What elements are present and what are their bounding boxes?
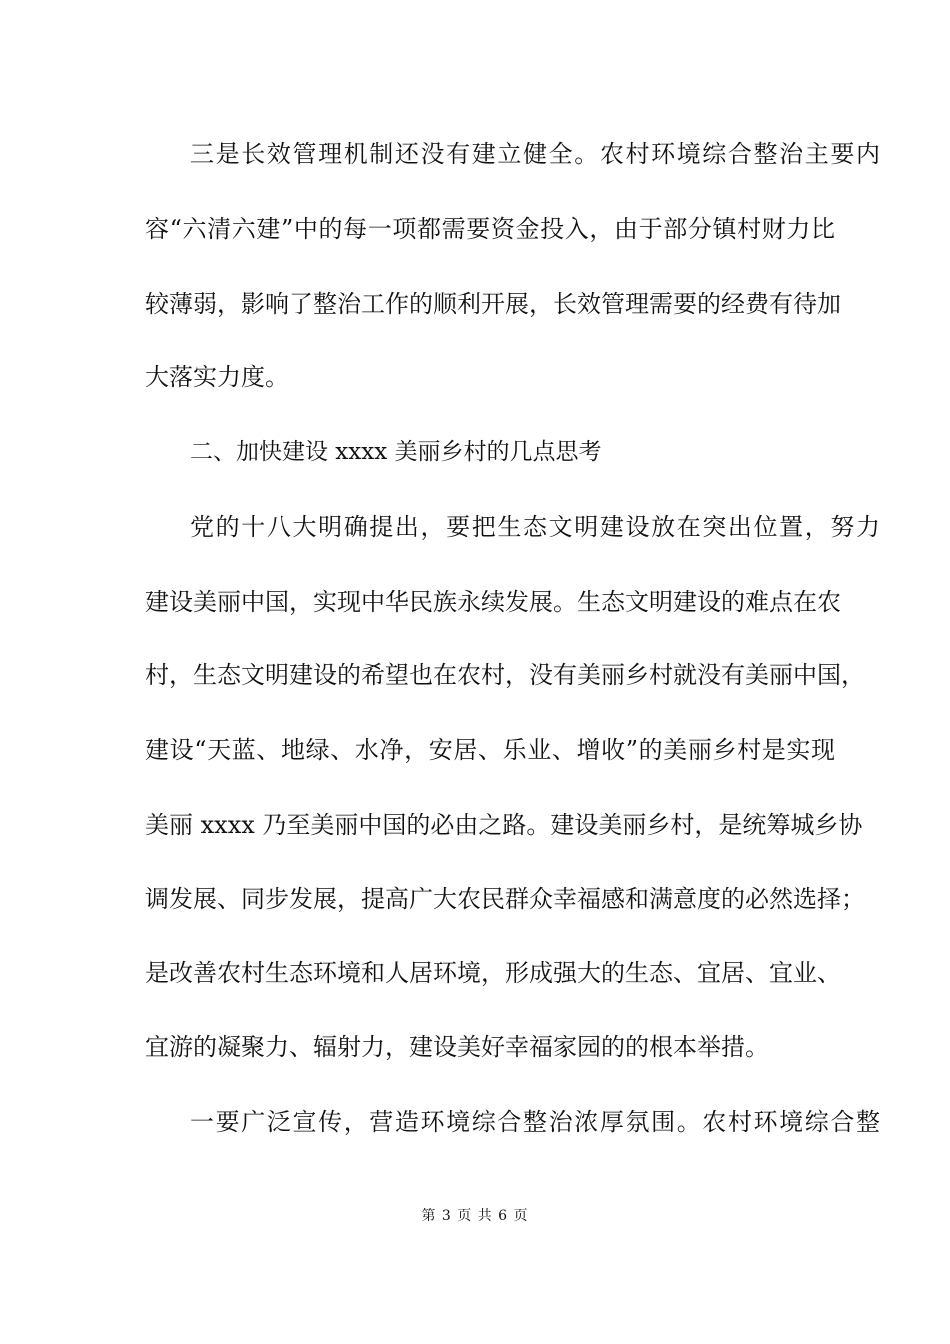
- paragraph-line: 美丽 xxxx 乃至美丽中国的必由之路。建设美丽乡村，是统筹城乡协: [145, 811, 863, 839]
- section-heading: 二、加快建设 xxxx 美丽乡村的几点思考: [190, 439, 602, 465]
- paragraph-line: 调发展、同步发展，提高广大农民群众幸福感和满意度的必然选择；: [145, 885, 865, 913]
- paragraph-line: 三是长效管理机制还没有建立健全。农村环境综合整治主要内: [190, 140, 880, 168]
- paragraph-line: 是改善农村生态环境和人居环境，形成强大的生态、宜居、宜业、: [145, 959, 841, 987]
- paragraph-line: 村，生态文明建设的希望也在农村，没有美丽乡村就没有美丽中国，: [145, 661, 865, 689]
- paragraph-line: 一要广泛宣传，营造环境综合整治浓厚氛围。农村环境综合整: [190, 1108, 880, 1136]
- paragraph-line: 建设“天蓝、地绿、水净，安居、乐业、增收”的美丽乡村是实现: [145, 736, 835, 764]
- page-number-footer: 第 3 页 共 6 页: [421, 1208, 529, 1224]
- paragraph-line: 较薄弱，影响了整治工作的顺利开展，长效管理需要的经费有待加: [145, 290, 841, 318]
- paragraph-line: 党的十八大明确提出，要把生态文明建设放在突出位置，努力: [190, 513, 880, 541]
- paragraph-line: 大落实力度。: [145, 363, 289, 391]
- paragraph-line: 宜游的凝聚力、辐射力，建设美好幸福家园的的根本举措。: [145, 1033, 769, 1061]
- paragraph-line: 容“六清六建”中的每一项都需要资金投入，由于部分镇村财力比: [145, 215, 835, 243]
- paragraph-line: 建设美丽中国，实现中华民族永续发展。生态文明建设的难点在农: [145, 588, 841, 616]
